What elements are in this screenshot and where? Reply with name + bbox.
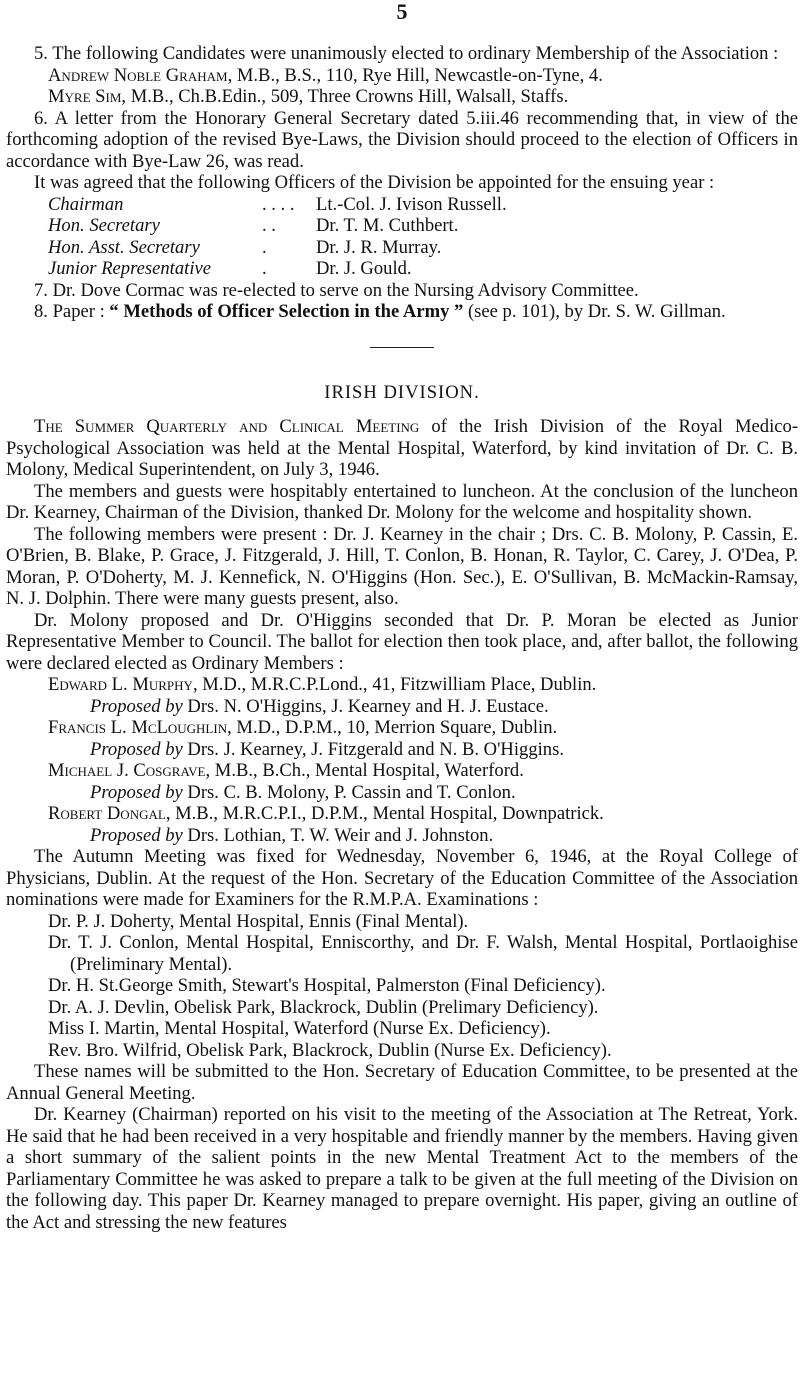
candidate-details: , M.B., Ch.B.Edin., 509, Three Crowns Hill, Walsall, Staffs. <box>121 86 569 107</box>
candidate-name: Myre Sim <box>48 86 122 107</box>
officer-name: Lt.-Col. J. Ivison Russell. <box>316 193 507 215</box>
proposers: Drs. Lothian, T. W. Weir and J. Johnston. <box>182 824 494 846</box>
page-number: 5 <box>396 0 408 24</box>
member-name: Edward L. Murphy <box>48 674 193 695</box>
proposers: Drs. N. O'Higgins, J. Kearney and H. J. Eustace. <box>182 695 549 717</box>
officer-name: Dr. J. R. Murray. <box>316 236 442 258</box>
officer-role: Chairman <box>48 193 124 215</box>
member-name: Francis L. McLoughlin <box>48 717 228 738</box>
officer-row <box>48 237 507 259</box>
proposed-by <box>6 782 798 804</box>
autumn-meeting-paragraph: The Autumn Meeting was fixed for Wednesday, November 6, 1946, at the Royal College of Physicians, Dublin. At the request of the Hon. Secretary of the Education Committee of the Association nominations were made for Examiners for the R.M.P.A. Examinations : <box>6 846 798 910</box>
paper-title: “ Methods of Officer Selection in the Army ” <box>109 301 464 322</box>
section-heading: IRISH DIVISION. <box>324 381 480 403</box>
officer-name: Dr. T. M. Cuthbert. <box>316 215 459 236</box>
paragraph-7: 7. Dr. Dove Cormac was re-elected to serve on the Nursing Advisory Committee. <box>34 279 639 301</box>
officer-role: Junior Representative <box>48 258 211 279</box>
proposers: Drs. C. B. Molony, P. Cassin and T. Conlon. <box>182 781 516 803</box>
member-details: , M.B., M.R.C.P.I., D.P.M., Mental Hospital, Downpatrick. <box>165 803 604 824</box>
section-divider <box>370 347 434 348</box>
member-details: , M.D., D.P.M., 10, Merrion Square, Dublin. <box>227 717 558 738</box>
elected-member <box>6 717 798 739</box>
officer-dots: . <box>262 258 267 279</box>
officer-name: Dr. J. Gould. <box>316 258 412 279</box>
officer-dots: . . <box>262 215 276 236</box>
officer-dots: . . . . <box>262 193 295 215</box>
member-details: , M.B., B.Ch., Mental Hospital, Waterford. <box>205 760 524 781</box>
officer-row <box>48 258 507 280</box>
candidate-entry <box>6 65 798 87</box>
examiner-nomination: Dr. T. J. Conlon, Mental Hospital, Enniscorthy, and Dr. F. Walsh, Mental Hospital, Portlaoighise (Preliminary Mental). <box>48 932 798 975</box>
paragraph-8 <box>6 301 798 323</box>
examiner-nomination: Dr. H. St.George Smith, Stewart's Hospital, Palmerston (Final Deficiency). <box>48 975 606 996</box>
officer-dots: . <box>262 236 267 258</box>
examiner-nomination: Rev. Bro. Wilfrid, Obelisk Park, Blackrock, Dublin (Nurse Ex. Deficiency). <box>48 1039 612 1061</box>
meeting-title: The Summer Quarterly and Clinical Meeting <box>34 416 420 437</box>
examiner-nomination: Dr. P. J. Doherty, Mental Hospital, Ennis (Final Mental). <box>48 910 469 932</box>
elected-member <box>6 674 798 696</box>
paragraph-6: 6. A letter from the Honorary General Secretary dated 5.iii.46 recommending that, in view of the forthcoming adoption of the revised Bye-Laws, the Division should proceed to the election of Officers in accordance with Bye-Law 26, was read. <box>6 107 798 172</box>
proposed-by <box>6 825 798 847</box>
officer-role: Hon. Secretary <box>48 215 160 236</box>
examiner-nomination: Miss I. Martin, Mental Hospital, Waterford (Nurse Ex. Deficiency). <box>48 1018 551 1039</box>
proposed-label: Proposed by <box>90 781 183 803</box>
member-name: Michael J. Cosgrave <box>48 760 206 781</box>
paper-prefix: 8. Paper : <box>34 301 110 322</box>
proposed-label: Proposed by <box>90 824 183 846</box>
member-details: , M.D., M.R.C.P.Lond., 41, Fitzwilliam Place, Dublin. <box>192 674 597 695</box>
proposers: Drs. J. Kearney, J. Fitzgerald and N. B. O'Higgins. <box>182 738 564 760</box>
submitted-paragraph: These names will be submitted to the Hon. Secretary of Education Committee, to be presented at the Annual General Meeting. <box>6 1061 798 1104</box>
examiner-nomination: Dr. A. J. Devlin, Obelisk Park, Blackrock, Dublin (Prelimary Deficiency). <box>48 996 599 1018</box>
proposed-by <box>6 696 798 718</box>
candidate-entry <box>6 86 798 108</box>
officer-role: Hon. Asst. Secretary <box>48 236 200 258</box>
elected-member <box>6 760 798 782</box>
proposed-by <box>6 739 798 761</box>
officers-intro: It was agreed that the following Officers of the Division be appointed for the ensuing year : <box>34 172 715 193</box>
intro-text: of the Irish Division of the Royal Medico-Psychological Association was held at the Mental Hospital, Waterford, by kind invitation of Dr. C. B. Molony, Medical Superintendent, on July 3, 1946. <box>6 416 799 480</box>
paper-suffix: (see p. 101), by Dr. S. W. Gillman. <box>463 301 726 322</box>
members-present-paragraph: The following members were present : Dr. J. Kearney in the chair ; Drs. C. B. Molony, P. Cassin, E. O'Brien, B. Blake, P. Grace, J. Fitzgerald, J. Hill, T. Conlon, B. Honan, R. Taylor, C. Carey, J. O'Dea, P. Moran, P. O'Doherty, M. J. Kennefick, N. O'Higgins (Hon. Sec.), E. O'Sullivan, B. McMackin-Ramsay, N. J. Dolphin. There were many guests present, also. <box>6 523 798 609</box>
proposal-paragraph: Dr. Molony proposed and Dr. O'Higgins seconded that Dr. P. Moran be elected as Junior Representative Member to Council. The ballot for election then took place, and, after ballot, the following were declared elected as Ordinary Members : <box>6 609 798 674</box>
paragraph-5: 5. The following Candidates were unanimously elected to ordinary Membership of the Association : <box>34 43 779 64</box>
member-name: Robert Dongal <box>48 803 166 824</box>
elected-member <box>6 803 798 825</box>
candidate-name: Andrew Noble Graham <box>48 64 228 86</box>
luncheon-paragraph: The members and guests were hospitably entertained to luncheon. At the conclusion of the luncheon Dr. Kearney, Chairman of the Division, thanked Dr. Molony for the welcome and hospitality shown. <box>6 480 798 523</box>
kearney-report-paragraph: Dr. Kearney (Chairman) reported on his visit to the meeting of the Association at The Retreat, York. He said that he had been received in a very hospitable and friendly manner by the members. Having given a short summary of the salient points in the new Mental Treatment Act to the members of the Parliamentary Committee he was asked to prepare a talk to be given at the full meeting of the Division on the following day. This paper Dr. Kearney managed to prepare overnight. His paper, giving an outline of the Act and stressing the new features <box>6 1104 798 1233</box>
officer-row <box>48 194 507 216</box>
proposed-label: Proposed by <box>90 695 183 717</box>
candidate-details: , M.B., B.S., 110, Rye Hill, Newcastle-on-Tyne, 4. <box>227 64 603 86</box>
officers-table <box>48 194 507 280</box>
officer-row <box>48 215 507 237</box>
proposed-label: Proposed by <box>90 738 183 760</box>
irish-intro <box>6 416 798 481</box>
